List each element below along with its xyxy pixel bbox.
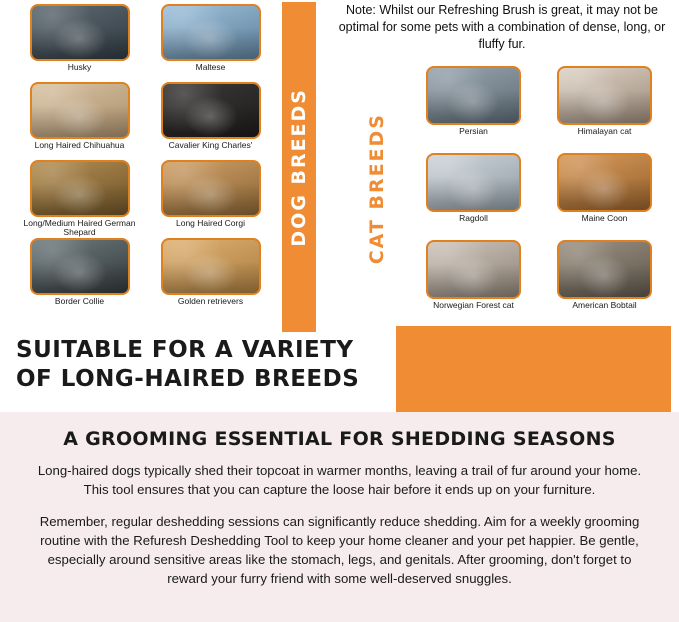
dog-breed-card bbox=[145, 238, 276, 316]
cat-breed-caption: Norwegian Forest cat bbox=[433, 300, 514, 310]
dog-breeds-banner bbox=[282, 2, 316, 332]
cat-breed-card bbox=[539, 240, 670, 327]
dog-breed-card bbox=[145, 4, 276, 82]
dog-breed-photo bbox=[161, 160, 261, 217]
pet-illustration bbox=[32, 162, 128, 215]
dog-breed-photo bbox=[30, 4, 130, 61]
cat-breed-card bbox=[408, 240, 539, 327]
pet-illustration bbox=[32, 240, 128, 293]
cat-breed-photo bbox=[426, 66, 521, 125]
cat-breed-photo bbox=[557, 240, 652, 299]
pet-illustration bbox=[559, 68, 650, 123]
dog-breed-photo bbox=[30, 238, 130, 295]
pet-illustration bbox=[163, 6, 259, 59]
cat-breed-card bbox=[408, 153, 539, 240]
cat-breed-caption: Persian bbox=[459, 126, 488, 136]
cat-breeds-grid bbox=[408, 66, 670, 327]
dog-breed-caption: Maltese bbox=[195, 62, 226, 72]
fur-type-note: Note: Whilst our Refreshing Brush is great, it may not be optimal for some pets with a combination of dense, long, or fluffy fur. bbox=[338, 3, 666, 51]
cat-breed-caption: Maine Coon bbox=[581, 213, 628, 223]
cat-breed-card bbox=[539, 66, 670, 153]
dog-breed-card bbox=[14, 160, 145, 238]
dog-breed-card bbox=[14, 4, 145, 82]
cat-breed-caption: Ragdoll bbox=[459, 213, 488, 223]
dog-breed-caption: Long Haired Chihuahua bbox=[34, 140, 125, 150]
pet-illustration bbox=[32, 84, 128, 137]
grooming-section-title: A GROOMING ESSENTIAL FOR SHEDDING SEASONS bbox=[63, 428, 616, 450]
pet-illustration bbox=[428, 242, 519, 297]
cat-breed-card bbox=[539, 153, 670, 240]
pet-illustration bbox=[163, 240, 259, 293]
dog-breeds-banner-label: DOG BREEDS bbox=[288, 87, 310, 247]
dog-breed-card bbox=[14, 238, 145, 316]
grooming-paragraph-2: Remember, regular deshedding sessions can significantly reduce shedding. Aim for a weekly grooming routine with the Refuresh Deshedding Tool to keep your home cleaner and your pet happier. Be gentle, especially around sensitive areas like the stomach, legs, and genitals. After grooming, don't forget to reward your furry friend with some well-deserved snuggles. bbox=[39, 514, 640, 586]
dog-breed-card bbox=[145, 160, 276, 238]
cat-breed-photo bbox=[557, 153, 652, 212]
grooming-info-section bbox=[0, 412, 679, 622]
pet-illustration bbox=[559, 242, 650, 297]
dog-breed-caption: Long Haired Corgi bbox=[176, 218, 245, 228]
pet-illustration bbox=[32, 6, 128, 59]
dog-breed-card bbox=[14, 82, 145, 160]
cat-breed-photo bbox=[426, 153, 521, 212]
cat-breed-caption: Himalayan cat bbox=[577, 126, 632, 136]
pet-illustration bbox=[163, 84, 259, 137]
dog-breed-caption: Long/Medium Haired German Shepard bbox=[23, 218, 136, 237]
dog-breed-caption: Husky bbox=[67, 62, 92, 72]
dog-breed-caption: Cavalier King Charles' bbox=[168, 140, 253, 150]
pet-illustration bbox=[163, 162, 259, 215]
cat-breed-photo bbox=[557, 66, 652, 125]
dog-breed-card bbox=[145, 82, 276, 160]
dog-breed-photo bbox=[161, 4, 261, 61]
dog-breed-photo bbox=[30, 82, 130, 139]
grooming-paragraph-1: Long-haired dogs typically shed their topcoat in warmer months, leaving a trail of fur around your home. This tool ensures that you can capture the loose hair before it ends up on your furniture. bbox=[37, 463, 642, 497]
pet-illustration bbox=[428, 68, 519, 123]
pet-illustration bbox=[428, 155, 519, 210]
cat-breed-photo bbox=[426, 240, 521, 299]
cat-breed-card bbox=[408, 66, 539, 153]
dog-breed-photo bbox=[161, 82, 261, 139]
pet-illustration bbox=[559, 155, 650, 210]
dog-breed-caption: Golden retrievers bbox=[177, 296, 244, 306]
cat-breeds-banner-label: CAT BREEDS bbox=[366, 113, 388, 265]
cat-breed-caption: American Bobtail bbox=[572, 300, 637, 310]
decorative-orange-block bbox=[396, 326, 671, 412]
dog-breed-caption: Border Collie bbox=[54, 296, 105, 306]
cat-breeds-banner bbox=[360, 58, 394, 320]
dog-breeds-grid bbox=[14, 4, 276, 316]
dog-breed-photo bbox=[30, 160, 130, 217]
page-title: SUITABLE FOR A VARIETY OF LONG-HAIRED BREEDS bbox=[16, 337, 360, 392]
dog-breed-photo bbox=[161, 238, 261, 295]
